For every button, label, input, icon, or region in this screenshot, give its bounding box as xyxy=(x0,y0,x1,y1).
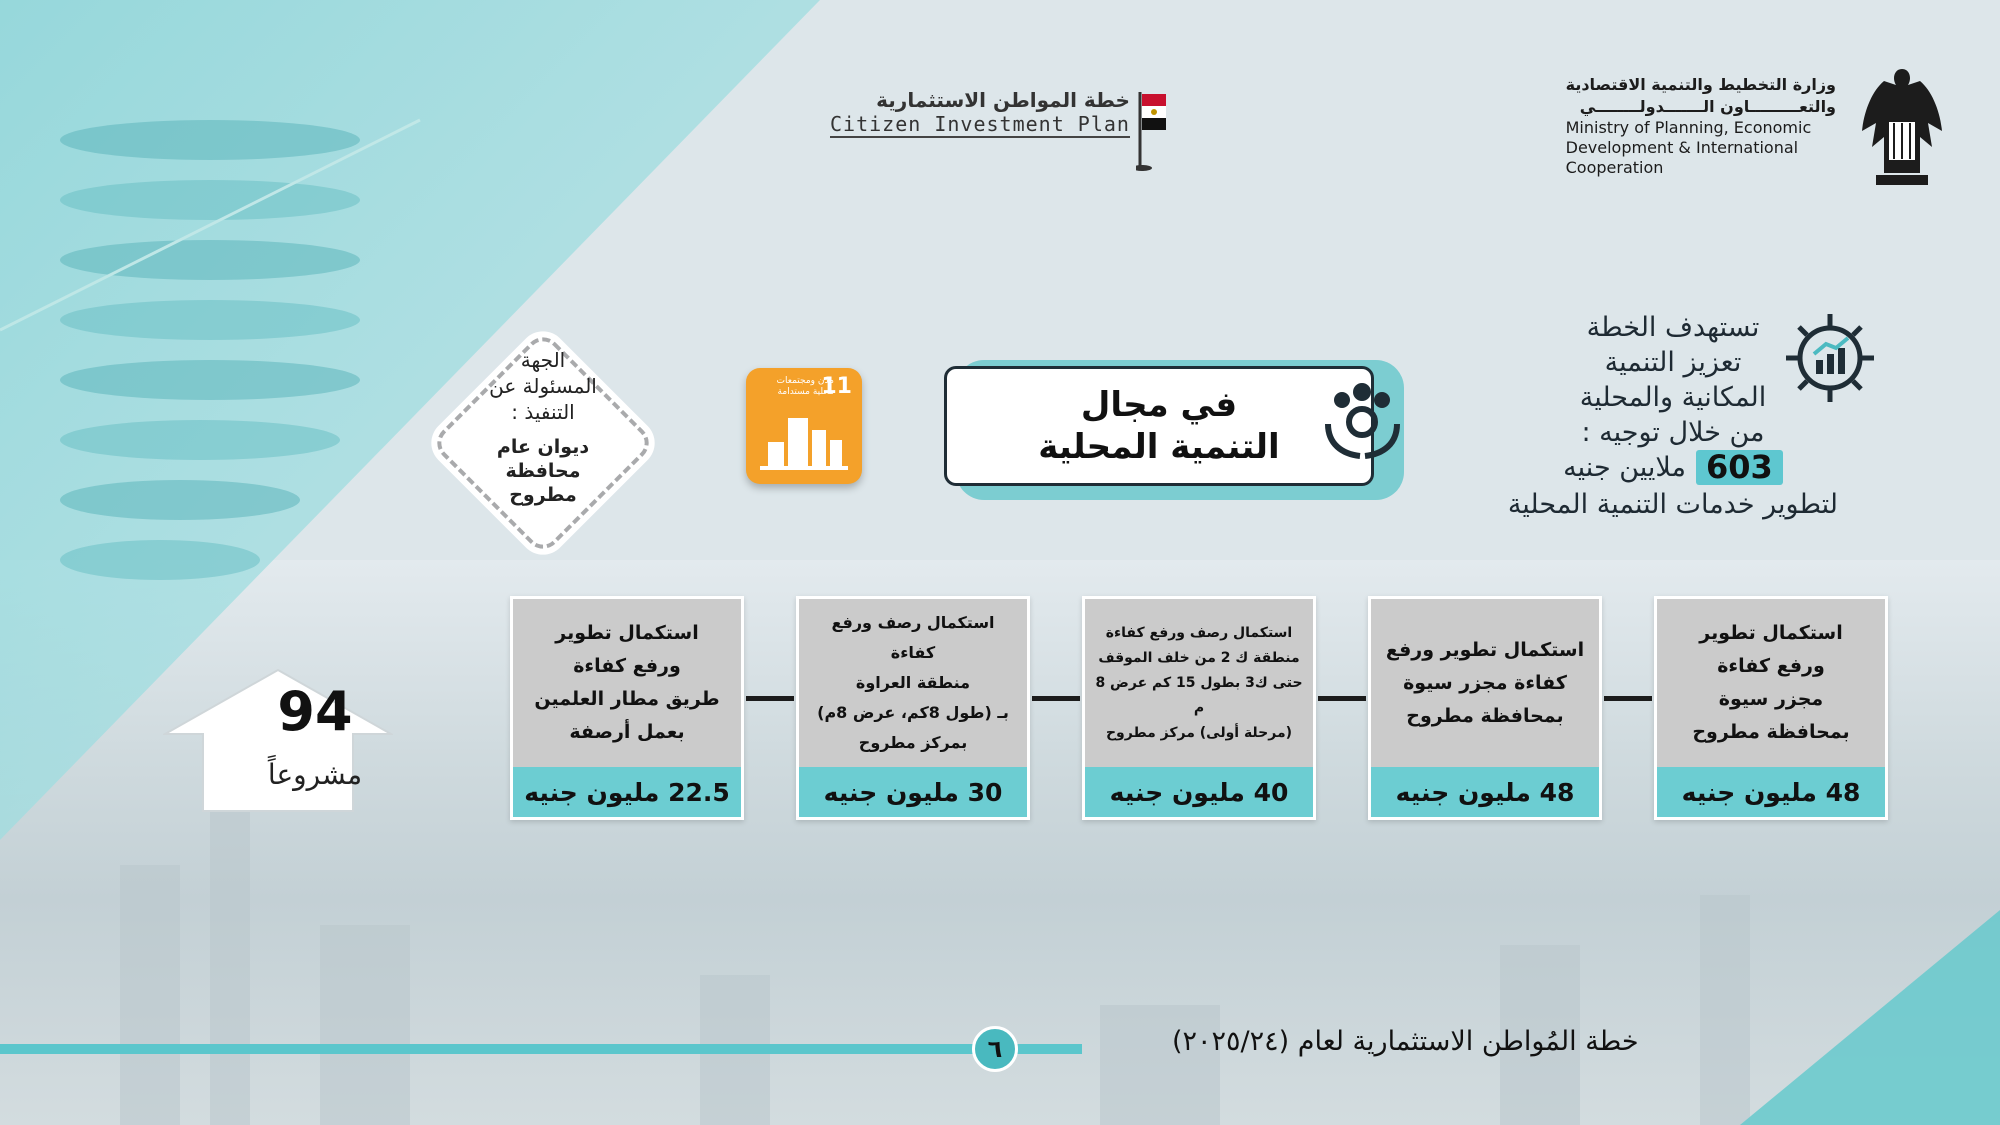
project-title-line: (مرحلة أولى) مركز مطروح xyxy=(1105,724,1293,741)
ministry-name xyxy=(1566,74,1836,178)
footer-rule xyxy=(0,1044,1082,1054)
project-cost: 48 مليون جنيه xyxy=(1657,767,1885,817)
ministry-name-ar-1: وزارة التخطيط والتنمية الاقتصادية xyxy=(1565,74,1836,94)
project-cost: 40 مليون جنيه xyxy=(1085,767,1313,817)
project-title xyxy=(513,599,741,767)
ministry-name-en-3: Cooperation xyxy=(1565,157,1664,177)
project-cost: 22.5 مليون جنيه xyxy=(513,767,741,817)
summary-purpose: لتطوير خدمات التنمية المحلية xyxy=(1507,489,1838,520)
responsible-entity-3: مطروح xyxy=(509,484,577,506)
budget-amount: 603 xyxy=(1696,450,1783,485)
page-number: ٦ xyxy=(972,1026,1018,1072)
summary-line-1: تستهدف الخطة xyxy=(1586,312,1760,343)
sdg-label-line-1: مدن ومجتمعات xyxy=(776,376,834,386)
budget-unit: ملايين جنيه xyxy=(1563,452,1687,483)
project-title-line: بمحافظة مطروح xyxy=(1692,721,1850,743)
project-title-line: منطقة العراوة xyxy=(855,673,971,692)
project-title-line: ورفع كفاءة xyxy=(1717,655,1825,677)
responsible-label-1: الجهة xyxy=(520,348,566,372)
corner-accent xyxy=(1740,910,2000,1125)
project-title-line: استكمال رصف ورفع كفاءة xyxy=(1105,624,1293,641)
summary-line-3: المكانية والمحلية xyxy=(1579,382,1767,413)
project-title-line: منطقة ك 2 من خلف الموقف xyxy=(1098,649,1300,666)
project-card xyxy=(1654,596,1888,820)
project-title-line: استكمال تطوير xyxy=(1699,622,1843,644)
ministry-header xyxy=(1566,58,1952,193)
responsible-entity-1: ديوان عام xyxy=(496,436,590,458)
connector-line xyxy=(1032,696,1080,701)
city-buildings-icon xyxy=(746,368,862,484)
connector-line xyxy=(1318,696,1366,701)
project-card xyxy=(1368,596,1602,820)
project-cost: 48 مليون جنيه xyxy=(1371,767,1599,817)
project-title-line: بعمل أرصفة xyxy=(569,721,685,743)
project-title-line: بمحافظة مطروح xyxy=(1406,704,1564,727)
project-title xyxy=(1371,599,1599,767)
project-title-line: استكمال تطوير xyxy=(555,622,699,644)
connector-line xyxy=(746,696,794,701)
project-card xyxy=(1082,596,1316,820)
plan-summary xyxy=(1508,310,1838,522)
citizen-investment-plan-logo xyxy=(830,88,1170,172)
ministry-name-ar-2: والتعـــــــــاون الـــــــدولــــــــي xyxy=(1579,96,1836,116)
project-title-line: مجزر سيوة xyxy=(1718,688,1824,710)
project-title xyxy=(1657,599,1885,767)
ministry-name-en-2: Development & International xyxy=(1565,137,1799,157)
footer-title: خطة المُواطن الاستثمارية لعام (٢٠٢٥/٢٤) xyxy=(1172,1026,1639,1057)
responsible-entity-2: محافظة xyxy=(505,460,581,482)
project-title-line: بـ (طول 8كم، عرض 8م) xyxy=(817,703,1009,722)
connector-line xyxy=(1604,696,1652,701)
project-title-line: بمركز مطروح xyxy=(858,733,968,752)
summary-amount-line xyxy=(1563,450,1783,485)
projects-count-label: مشروعاً xyxy=(267,758,363,791)
community-hands-icon xyxy=(1320,378,1405,463)
project-title-line: ورفع كفاءة xyxy=(573,655,681,677)
section-title-line-2: التنمية المحلية xyxy=(1038,427,1280,467)
projects-count-number: 94 xyxy=(277,680,353,743)
project-title xyxy=(1085,599,1313,767)
plan-logo-en: Citizen Investment Plan xyxy=(830,112,1130,136)
sdg-label-line-2: محلية مستدامة xyxy=(777,387,834,397)
sdg-11-badge xyxy=(746,368,862,484)
section-title-line-1: في مجال xyxy=(1080,385,1238,425)
project-title-line: حتى ك3 بطول 15 كم عرض 8 م xyxy=(1095,674,1303,716)
project-title-line: استكمال رصف ورفع كفاءة xyxy=(831,613,995,662)
project-title xyxy=(799,599,1027,767)
summary-line-2: تعزيز التنمية xyxy=(1604,347,1742,378)
project-title-line: طريق مطار العلمين xyxy=(534,688,720,710)
plan-logo-ar: خطة المواطن الاستثمارية xyxy=(876,88,1130,112)
responsible-label-3: التنفيذ : xyxy=(511,400,575,424)
projects-list xyxy=(510,596,1890,826)
project-card xyxy=(796,596,1030,820)
responsible-entity-badge xyxy=(425,325,661,561)
project-cost: 30 مليون جنيه xyxy=(799,767,1027,817)
egypt-flag-icon xyxy=(1136,88,1170,172)
project-title-line: كفاءة مجزر سيوة xyxy=(1403,671,1567,694)
sdg-number: 11 xyxy=(821,374,852,399)
ministry-name-en-1: Ministry of Planning, Economic xyxy=(1565,117,1812,137)
project-title-line: استكمال تطوير ورفع xyxy=(1385,638,1585,661)
project-card xyxy=(510,596,744,820)
egypt-eagle-emblem-icon xyxy=(1852,58,1952,193)
responsible-label-2: المسئولة عن xyxy=(489,374,597,398)
summary-line-4: من خلال توجيه : xyxy=(1581,417,1765,448)
